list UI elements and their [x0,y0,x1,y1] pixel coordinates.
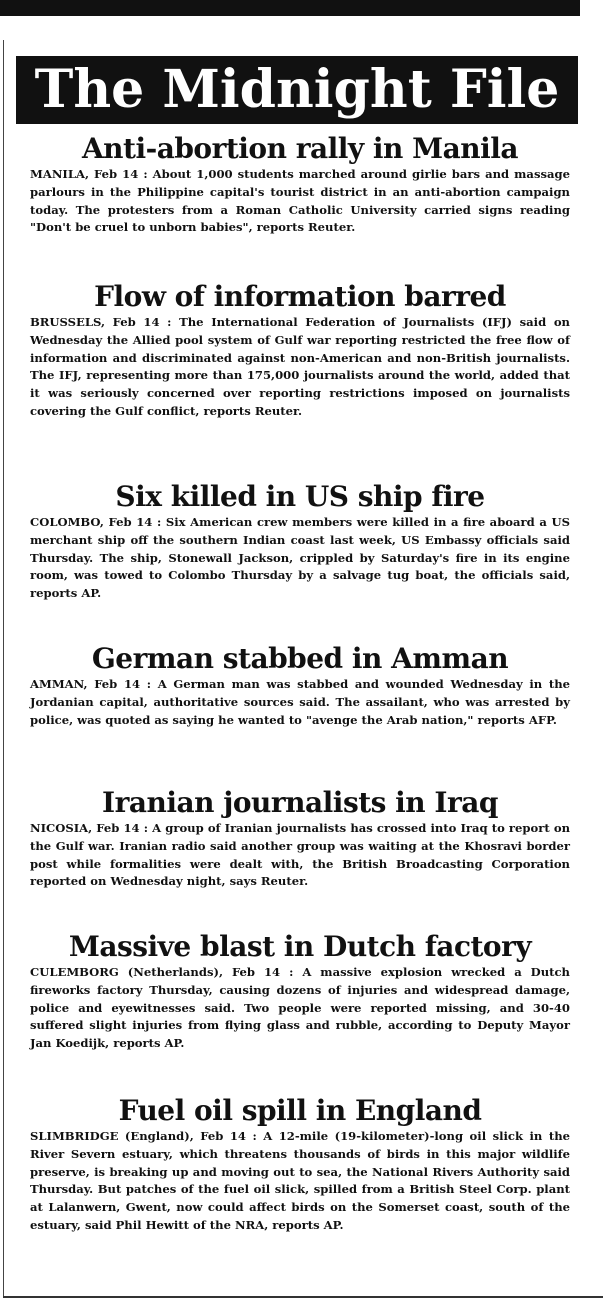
story-dateline: COLOMBO, Feb 14 : [30,515,162,529]
story-dateline: AMMAN, Feb 14 : [30,677,152,691]
bottom-rule [3,1296,603,1298]
story-us-ship-fire [30,480,570,603]
story-german-stabbed [30,642,570,729]
story-text: A group of Iranian journalists has crossed into Iraq to report on the Gulf war. Iranian radio said another group was waiting at the Khosravi border post while formalities were dealt with, the British Broadcasting Corporation reported on Wednesday night, says Reuter. [30,821,570,889]
story-dateline: MANILA, Feb 14 : [30,167,148,181]
story-dateline: CULEMBORG (Netherlands), Feb 14 : [30,965,294,979]
story-text: A 12-mile (19-kilometer)-long oil slick in the River Severn estuary, which threatens thousands of birds in this major wildlife preserve, is breaking up and moving out to sea, the National Rivers Authority said Thursday. But patches of the fuel oil slick, spilled from a British Steel Corp. plant at Lalanwern, Gwent, now could affect birds on the Somerset coast, south of the estuary, said Phil Hewitt of the NRA, reports AP. [30,1129,570,1232]
story-dateline: NICOSIA, Feb 14 : [30,821,148,835]
story-body [30,314,570,421]
top-rule [0,0,580,16]
story-headline: German stabbed in Amman [91,642,509,675]
story-dateline: SLIMBRIDGE (England), Feb 14 : [30,1129,257,1143]
story-text: About 1,000 students marched around girlie bars and massage parlours in the Philippine capital's tourist district in an anti-abortion campaign today. The protesters from a Roman Catholic University carried signs reading "Don't be cruel to unborn babies", reports Reuter. [30,167,570,235]
story-text: A German man was stabbed and wounded Wednesday in the Jordanian capital, authoritative sources said. The assailant, who was arrested by police, was quoted as saying he wanted to "avenge the Arab nation," reports AFP. [30,677,571,727]
story-headline: Fuel oil spill in England [118,1094,482,1127]
story-body [30,166,570,237]
story-text: A massive explosion wrecked a Dutch fireworks factory Thursday, causing dozens of injuries and widespread damage, police and eyewitnesses said. Two people were reported missing, and 30-40 suffered slight injuries from flying glass and rubble, according to Deputy Mayor Jan Koedijk, reports AP. [30,965,570,1051]
story-headline: Six killed in US ship fire [115,480,485,513]
story-text: Six American crew members were killed in a fire aboard a US merchant ship off the southern Indian coast last week, US Embassy officials said Thursday. The ship, Stonewall Jackson, crippled by Saturday's fire in its engine room, was towed to Colombo Thursday by a salvage tug boat, the officials said, reports AP. [30,515,571,601]
story-dateline: BRUSSELS, Feb 14 : [30,315,172,329]
story-headline: Iranian journalists in Iraq [102,786,498,819]
left-column-rule [3,40,4,1298]
story-headline: Massive blast in Dutch factory [68,930,532,963]
story-body [30,820,570,891]
story-headline: Anti-abortion rally in Manila [81,132,519,165]
story-iranian-journalists [30,786,570,891]
story-body [30,1128,570,1235]
story-body [30,676,570,729]
story-headline: Flow of information barred [94,280,506,313]
story-body [30,514,570,603]
section-banner-title: The Midnight File [16,56,578,124]
story-text: The International Federation of Journalists (IFJ) said on Wednesday the Allied pool system of Gulf war reporting restricted the free flow of information and discriminated against non-American and non-British journalists. The IFJ, representing more than 175,000 journalists around the world, added that it was seriously concerned over reporting restrictions imposed on journalists covering the Gulf conflict, reports Reuter. [30,315,570,418]
story-anti-abortion-rally [30,132,570,237]
story-flow-of-information [30,280,570,421]
story-body [30,964,570,1053]
story-fuel-oil-spill [30,1094,570,1235]
story-dutch-factory-blast [30,930,570,1053]
